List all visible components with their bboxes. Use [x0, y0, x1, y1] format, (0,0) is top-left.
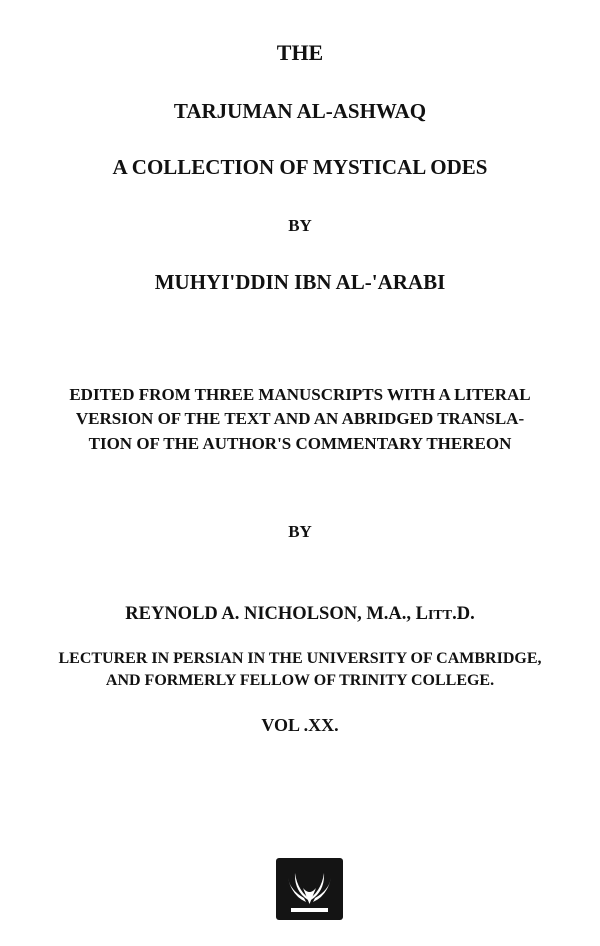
volume-number: VOL .XX. [261, 715, 339, 735]
editor-affiliation-line-1: LECTURER IN PERSIAN IN THE UNIVERSITY OF CAMBRIDGE, [58, 650, 542, 667]
publisher-logo [276, 858, 343, 920]
editor-name [0, 604, 600, 625]
editor-degree-end: .D. [452, 604, 475, 624]
edition-note-line-1: EDITED FROM THREE MANUSCRIPTS WITH A LITERAL [69, 385, 531, 404]
editor-name-text: REYNOLD A. NICHOLSON, M.A., L [125, 604, 428, 624]
edition-note-line-2: VERSION OF THE TEXT AND AN ABRIDGED TRANSLA- [75, 409, 525, 428]
editor-degree-small-caps: ITT [427, 608, 453, 623]
editor-affiliation-line-2: AND FORMERLY FELLOW OF TRINITY COLLEGE. [105, 672, 495, 689]
publisher-logo-icon [276, 858, 343, 920]
edition-note-line-3: TION OF THE AUTHOR'S COMMENTARY THEREON [88, 434, 512, 453]
title-prefix: THE [276, 40, 324, 65]
book-subtitle: A COLLECTION OF MYSTICAL ODES [112, 155, 488, 179]
book-title: TARJUMAN AL-ASHWAQ [173, 99, 427, 123]
author-name: MUHYI'DDIN IBN AL-'ARABI [154, 270, 446, 294]
by-label-author: BY [288, 216, 312, 235]
by-label-editor: BY [288, 522, 312, 541]
